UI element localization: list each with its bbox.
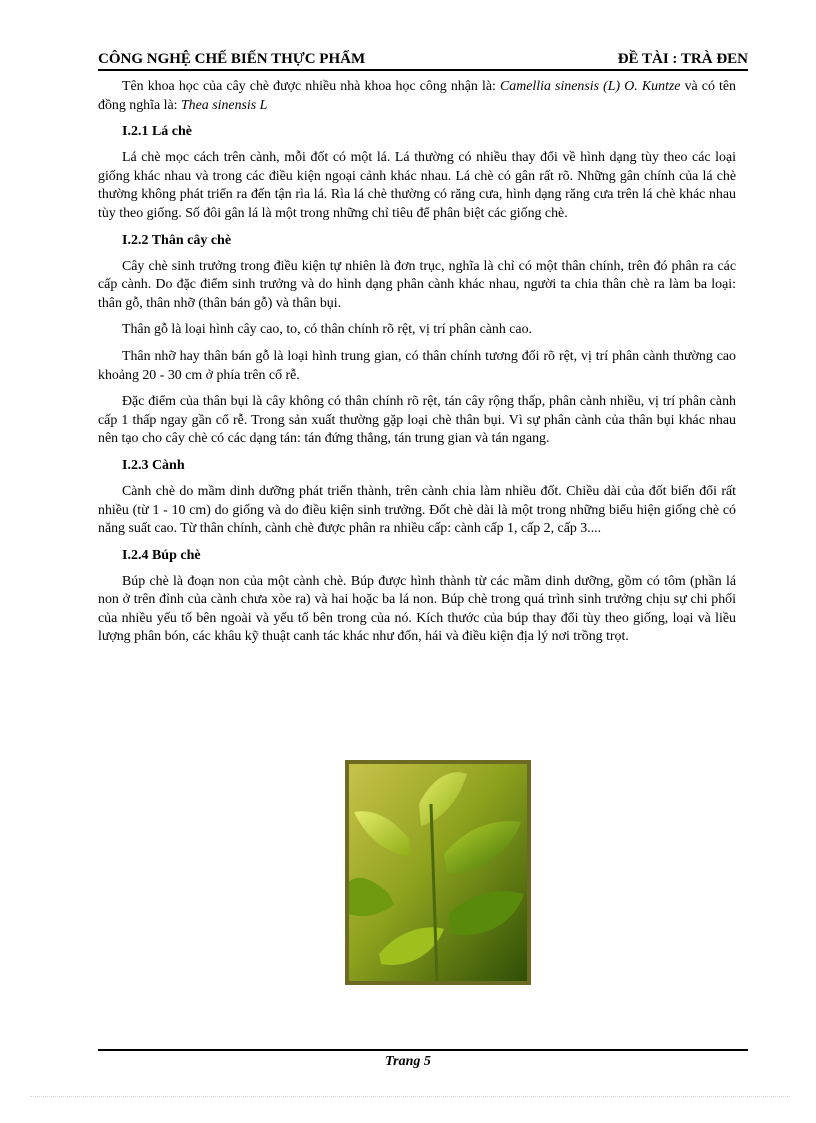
header-topic-title: ĐỀ TÀI : TRÀ ĐEN [617, 51, 748, 67]
synonym-name: Thea sinensis L [180, 97, 268, 113]
intro-text-middle: và có tên đồng nghĩa là: [98, 79, 736, 113]
section-heading-bup-che: I.2.4 Búp chè [122, 547, 201, 563]
paragraph-than-nho: Thân nhỡ hay thân bán gỗ là loại hình trung gian, có thân chính tương đối rõ rệt, vị trí phân cành thường cao khoảng 20 - 30 cm ở phía trên cổ rễ. [98, 348, 736, 383]
paragraph-la-che: Lá chè mọc cách trên cành, mỗi đốt có một lá. Lá thường có nhiều thay đổi về hình dạng tùy theo các loại giống khác nhau và trong các điều kiện ngoại cảnh khác nhau. Lá chè có gân rất rõ. Những gân chính của lá chè thường không phát triển ra đến tận rìa lá. Rìa lá chè thường có răng cưa, hình dạng răng cưa trên lá chè khác nhau tùy theo giống. Số đôi gân lá là một trong những chỉ tiêu để phân biệt các giống chè. [98, 150, 736, 221]
tea-bud-photo [345, 760, 531, 985]
paragraph-than-bui: Đặc điểm của thân bụi là cây không có thân chính rõ rệt, tán cây rộng thấp, phân cành nhiều, vị trí phân cành cấp 1 thấp ngay gần cổ rễ. Trong sản xuất thường gặp loại chè thân bụi. Vì sự phân cành của thân bụi khác nhau nên tạo cho cây chè có các dạng tán: tán đứng thẳng, tán trung gian và tán ngang. [98, 394, 736, 447]
section-heading-canh: I.2.3 Cành [122, 457, 185, 473]
footer-divider [98, 1049, 748, 1051]
scientific-name: Camellia sinensis (L) O. Kuntze [499, 79, 681, 94]
paragraph-canh: Cành chè do mầm dinh dưỡng phát triển thành, trên cành chia làm nhiều đốt. Chiều dài của đốt biến đổi rất nhiều (từ 1 - 10 cm) do giống và do điều kiện sinh trưởng. Đốt chè dài là một trong những biểu hiện giống chè có năng suất cao. Từ thân chính, cành chè được phân ra nhiều cấp: cành cấp 1, cấp 2, cấp 3.... [98, 483, 736, 537]
paragraph-bup-che: Búp chè là đoạn non của một cành chè. Búp được hình thành từ các mầm dinh dưỡng, gồm có tôm (phần lá non ở trên đỉnh của cành chưa xòe ra) và hai hoặc ba lá non. Búp chè trong quá trình sinh trưởng chịu sự chi phối của nhiều yếu tố bên ngoài và yếu tố bên trong của nó. Kích thước của búp thay đổi tùy theo giống, loại và liều lượng phân bón, các khâu kỹ thuật canh tác khác như đốn, hái và điều kiện địa lý nơi trồng trọt. [98, 573, 736, 645]
intro-paragraph [98, 78, 736, 115]
paragraph-than-intro: Cây chè sinh trưởng trong điều kiện tự nhiên là đơn trục, nghĩa là chỉ có một thân chính, trên đó phân ra các cấp cành. Do đặc điểm sinh trưởng và do hình dạng phân cành khác nhau, người ta chia thân chè ra làm ba loại: thân gỗ, thân nhỡ (thân bán gỗ) và thân bụi. [98, 258, 736, 311]
intro-text-before: Tên khoa học của cây chè được nhiều nhà khoa học công nhận là: [122, 79, 500, 94]
document-body [98, 78, 736, 655]
section-heading-than-cay-che: I.2.2 Thân cây chè [122, 232, 232, 248]
page-header [98, 49, 748, 71]
page-bottom-edge [30, 1096, 790, 1097]
page-number: Trang 5 [385, 1054, 431, 1069]
paragraph-than-go: Thân gỗ là loại hình cây cao, to, có thân chính rõ rệt, vị trí phân cành cao. [122, 322, 533, 338]
section-heading-la-che: I.2.1 Lá chè [122, 124, 192, 140]
tea-leaves-illustration [349, 764, 527, 981]
header-course-title: CÔNG NGHỆ CHẾ BIẾN THỰC PHẨM [98, 51, 366, 67]
